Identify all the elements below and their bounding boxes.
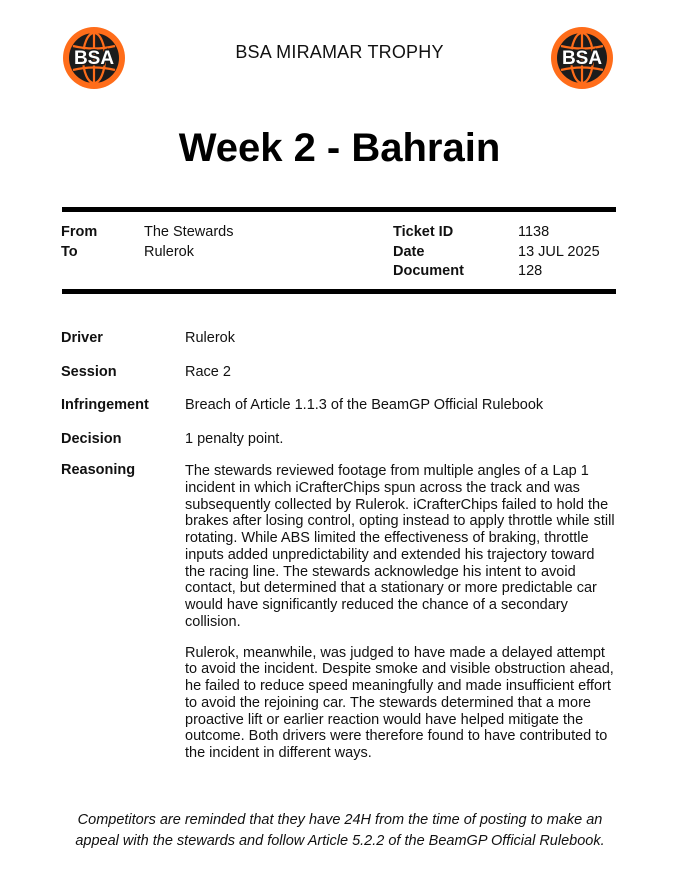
driver-value: Rulerok — [185, 330, 235, 346]
reasoning-label: Reasoning — [61, 462, 136, 478]
date-value: 13 JUL 2025 — [518, 244, 600, 260]
session-label: Session — [61, 364, 117, 380]
reasoning-text — [185, 463, 617, 776]
date-label: Date — [393, 244, 425, 260]
from-label: From — [61, 224, 98, 240]
divider-top — [62, 207, 616, 212]
appeal-notice-line: appeal with the stewards and follow Article 5.2.2 of the BeamGP Official Rulebook. — [75, 833, 605, 849]
document-label: Document — [393, 263, 464, 279]
logo-text: BSA — [561, 48, 603, 69]
appeal-notice-line: Competitors are reminded that they have 24H from the time of posting to make an — [77, 812, 603, 828]
reasoning-paragraph: Rulerok, meanwhile, was judged to have made a delayed attempt to avoid the incident. Despite smoke and visible obstruction ahead, he failed to reduce speed meaningfully and made insufficient effort to avoid the rejoining car. The stewards determined that a more proactive lift or earlier reaction would have helped mitigate the outcome. Both drivers were therefore found to have contributed to the incident in different ways. — [185, 644, 614, 761]
appeal-notice — [60, 810, 620, 852]
infringement-label: Infringement — [61, 397, 149, 413]
ticket-id-value: 1138 — [518, 224, 550, 240]
driver-label: Driver — [61, 330, 103, 346]
page-title: Week 2 - Bahrain — [178, 126, 501, 170]
event-title: BSA MIRAMAR TROPHY — [235, 42, 444, 62]
ticket-id-label: Ticket ID — [393, 224, 454, 240]
logo-text: BSA — [73, 48, 115, 69]
decision-label: Decision — [61, 431, 122, 447]
divider-bottom — [62, 289, 616, 294]
reasoning-paragraph: The stewards reviewed footage from multiple angles of a Lap 1 incident in which iCrafterChips spun across the track and was subsequently collected by Rulerok. iCrafterChips failed to hold the brakes after losing control, opting instead to apply throttle while still rotating. While ABS limited the effectiveness of braking, throttle inputs added unpredictability and extended his trajectory toward the racing line. The stewards acknowledge his intent to avoid contact, but determined that a stationary or more predictable car would have significantly reduced the chance of a secondary collision. — [185, 463, 615, 630]
document-value: 128 — [518, 263, 543, 279]
from-value: The Stewards — [144, 224, 234, 240]
infringement-value: Breach of Article 1.1.3 of the BeamGP Official Rulebook — [185, 397, 544, 413]
to-value: Rulerok — [144, 244, 194, 260]
session-value: Race 2 — [185, 364, 231, 380]
to-label: To — [61, 244, 78, 260]
decision-value: 1 penalty point. — [185, 431, 284, 447]
